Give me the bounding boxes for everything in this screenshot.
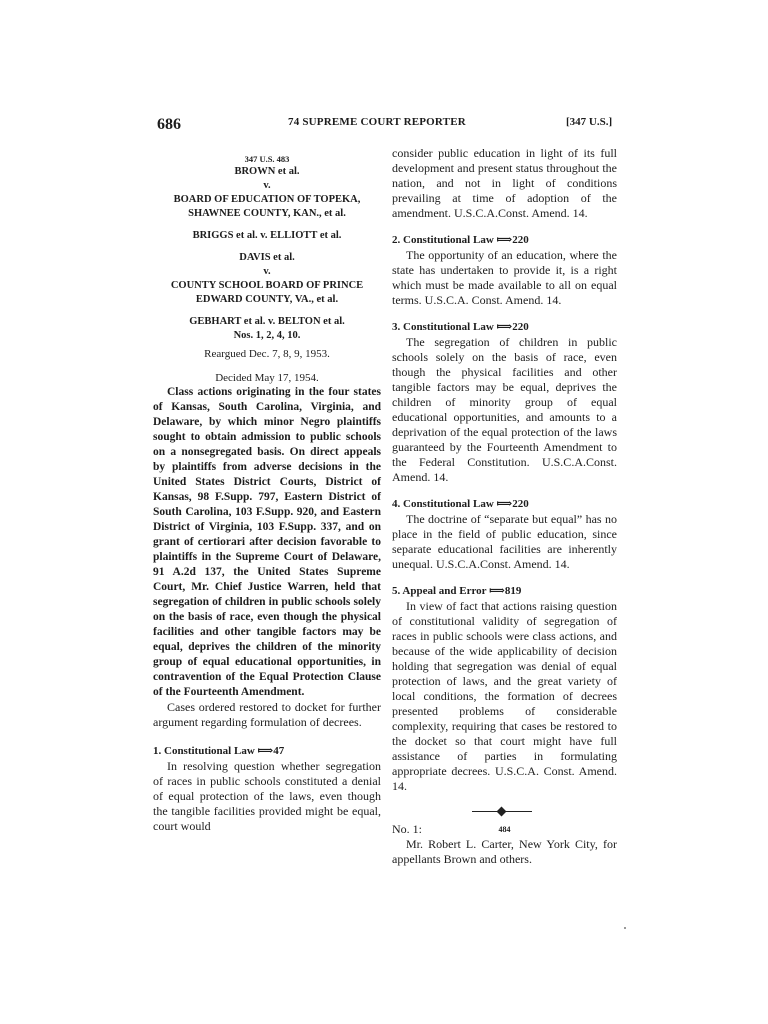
left-column bbox=[153, 154, 381, 834]
headnote-1-continued: consider public education in light of its full development and present status throughout the nation, and not in light of conditions prevailing at time of adoption of the amendment. U.S.C.A.Const. Amend. 14. bbox=[392, 146, 617, 220]
headnote-1-text: In resolving question whether segregation of races in public schools constituted a denial of equal protection of the laws, even though the tangible facilities provided might be equal, court would bbox=[153, 759, 381, 833]
headnote-2-key: 2. Constitutional Law ⟾220 bbox=[392, 234, 529, 246]
docket-numbers: Nos. 1, 2, 4, 10. bbox=[233, 330, 301, 341]
party-gebhart: GEBHART et al. v. BELTON et al. bbox=[189, 316, 345, 327]
headnote-5-key: 5. Appeal and Error ⟾819 bbox=[392, 585, 522, 597]
syllabus-paragraph: Class actions originating in the four states of Kansas, South Carolina, Virginia, and Delaware, by which minor Negro plaintiffs sought to obtain admission to public schools on a nonsegregated basis. On direct appeals by plaintiffs from adverse decisions in the United States District Courts, District of Kansas, 98 F.Supp. 797, Eastern District of South Carolina, 103 F.Supp. 920, and Eastern District of Virginia, 103 F.Supp. 337, and on grant of certiorari after decision favorable to plaintiffs in the Supreme Court of Delaware, 91 A.2d 137, the United States Supreme Court, Mr. Chief Justice Warren, held that segregation of children in public schools solely on the basis of race, even though the physical facilities and other tangible factors may be equal, deprives the children of the minority group of equal educational opportunities, in contravention of the Equal Protection Clause of the Fourteenth Amendment. bbox=[153, 386, 381, 698]
decided-date: Decided May 17, 1954. bbox=[215, 372, 319, 384]
versus: v. bbox=[263, 266, 271, 277]
party-county-line2: EDWARD COUNTY, VA., et al. bbox=[195, 294, 339, 305]
volume-cite: [347 U.S.] bbox=[566, 116, 613, 128]
headnote-5-text: In view of fact that actions raising question of constitutional validity of segregation of races in public schools were class actions, and because of the wide applicability of decision holding that segregation was denial of equal protection of laws, and the great variety of local conditions, the formation of decrees presented problems of considerable complexity, requiring that cases be restored to the docket so that court might have full assistance of parties in formulating appropriate decrees. U.S.C.A. Const. Amend. 14. bbox=[392, 599, 617, 793]
party-board-line1: BOARD OF EDUCATION OF TOPEKA, bbox=[173, 194, 361, 205]
diamond-ornament-icon bbox=[497, 807, 507, 817]
party-briggs: BRIGGS et al. v. ELLIOTT et al. bbox=[192, 230, 342, 241]
star-page-marker: 484 bbox=[498, 825, 511, 834]
headnote-3-key: 3. Constitutional Law ⟾220 bbox=[392, 321, 529, 333]
headnote-1-key: 1. Constitutional Law ⟾47 bbox=[153, 745, 285, 757]
reargued-date: Reargued Dec. 7, 8, 9, 1953. bbox=[204, 348, 330, 360]
party-board-line2: SHAWNEE COUNTY, KAN., et al. bbox=[188, 208, 346, 219]
headnote-4-key: 4. Constitutional Law ⟾220 bbox=[392, 498, 529, 510]
headnote-2-text: The opportunity of an education, where the state has undertaken to provide it, is a right which must be made available to all on equal terms. U.S.C.A. Const. Amend. 14. bbox=[392, 248, 617, 307]
headnote-4-text: The doctrine of “separate but equal” has no place in the field of public education, since separate educational facilities are inherently unequal. U.S.C.A.Const. Amend. 14. bbox=[392, 512, 617, 571]
counsel-case-number: No. 1: bbox=[392, 822, 422, 836]
versus: v. bbox=[263, 180, 271, 191]
right-column bbox=[392, 146, 617, 867]
section-divider bbox=[392, 804, 617, 818]
page-number: 686 bbox=[157, 116, 181, 133]
case-citation: 347 U.S. 483 bbox=[244, 154, 290, 164]
headnote-3-text: The segregation of children in public schools solely on the basis of race, even though the physical facilities and other tangible factors may be equal, deprives the children of minority group of equal educational opportunities, and amounts to a deprivation of the equal protection of the laws guaranteed by the Fourteenth Amendment to the Federal Constitution. U.S.C.A.Const. Amend. 14. bbox=[392, 335, 617, 484]
scan-speck bbox=[624, 927, 626, 929]
counsel-appellants: Mr. Robert L. Carter, New York City, for appellants Brown and others. bbox=[392, 837, 617, 866]
running-head: 74 SUPREME COURT REPORTER bbox=[288, 116, 466, 128]
party-davis: DAVIS et al. bbox=[239, 252, 295, 263]
syllabus-disposition: Cases ordered restored to docket for further argument regarding formulation of decrees. bbox=[153, 700, 381, 729]
party-brown: BROWN et al. bbox=[234, 166, 300, 177]
party-county-line1: COUNTY SCHOOL BOARD OF PRINCE bbox=[170, 280, 364, 291]
